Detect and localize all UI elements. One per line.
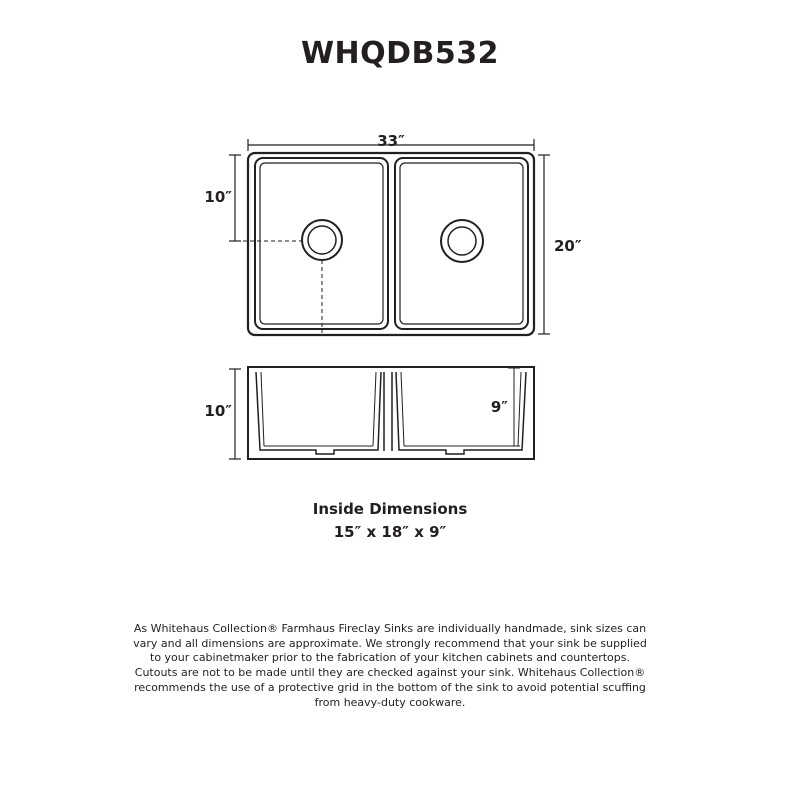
left-bowl-profile [256,372,381,454]
disclaimer-line: from heavy-duty cookware. [314,695,466,709]
disclaimer-line: vary and all dimensions are approximate. We strongly recommend that your sink be supplied [133,636,647,650]
disclaimer-line: recommends the use of a protective grid in the bottom of the sink to avoid potential scuffing [134,680,646,694]
right-drain-icon [441,220,483,262]
inside-dimensions-heading: Inside Dimensions [312,500,468,518]
height-label: 10″ [204,402,232,420]
disclaimer-line: to your cabinetmaker prior to the fabrication of your kitchen cabinets and countertops. [150,651,630,665]
disclaimer-line: As Whitehaus Collection® Farmhaus Fireclay Sinks are individually handmade, sink sizes can [133,622,647,635]
inside-dimensions-value: 15″ x 18″ x 9″ [333,523,447,541]
top-view [229,139,550,335]
bowl-depth-label: 9″ [490,398,508,416]
left-drain-icon [302,220,342,260]
right-bowl [395,158,528,329]
disclaimer-text [130,622,650,710]
disclaimer-line: Cutouts are not to be made until they are checked against your sink. Whitehaus Collection® [134,666,646,680]
front-view [229,367,534,459]
model-title: WHQDB532 [300,36,500,71]
center-divider [384,372,392,451]
width-label: 33″ [377,132,405,150]
sink-outer-rim [248,153,534,335]
depth-label: 20″ [554,237,582,255]
drain-offset-label: 10″ [204,188,232,206]
